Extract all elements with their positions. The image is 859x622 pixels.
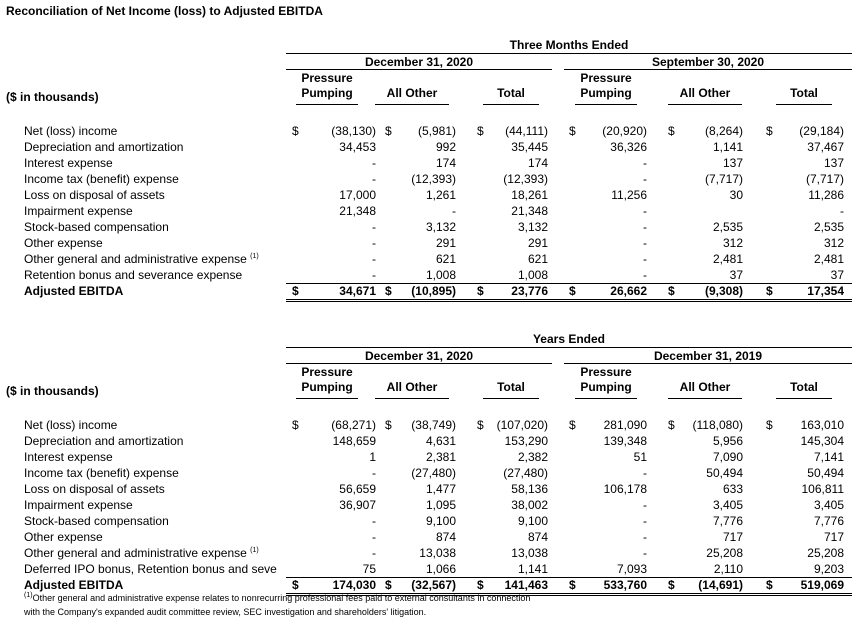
- table-cell: 17,000: [339, 188, 376, 202]
- column-header-line-2: All Other: [679, 380, 731, 394]
- row-label-text: Net (loss) income: [24, 124, 118, 138]
- table-cell: 1,141: [517, 562, 548, 576]
- table-cell: (7,717): [704, 172, 743, 186]
- table-cell: 1,261: [425, 188, 456, 202]
- row-label: [24, 514, 169, 528]
- table-cell: -: [643, 268, 647, 282]
- column-header-line-2: Total: [497, 380, 525, 394]
- table-cell: 137: [823, 156, 844, 170]
- column-header-line-1: [375, 71, 449, 86]
- row-label-text: Stock-based compensation: [24, 220, 169, 234]
- row-label: [24, 466, 179, 480]
- row-label: [24, 418, 117, 432]
- column-header-underline: [776, 398, 832, 399]
- dollar-sign: $: [292, 578, 299, 592]
- table-cell: 2,382: [517, 450, 548, 464]
- dollar-sign: $: [385, 284, 392, 298]
- table-cell: -: [643, 466, 647, 480]
- table-cell: 291: [435, 236, 456, 250]
- dollar-sign: $: [569, 578, 576, 592]
- row-label: [24, 434, 183, 448]
- table-cell: 874: [435, 530, 456, 544]
- column-header: [575, 365, 637, 395]
- table-cell: (14,691): [698, 578, 743, 592]
- dollar-sign: $: [569, 418, 576, 432]
- table-cell: (44,111): [505, 124, 548, 138]
- column-header-line-1: Pressure: [301, 365, 353, 379]
- row-label: [24, 268, 242, 282]
- table-cell: (10,895): [411, 284, 456, 298]
- table-cell: -: [372, 546, 376, 560]
- table-cell: 148,659: [332, 434, 376, 448]
- row-label: [24, 498, 133, 512]
- column-header-underline: [575, 398, 637, 399]
- dollar-sign: $: [477, 124, 484, 138]
- table-cell: -: [643, 220, 647, 234]
- table-cell: -: [643, 252, 647, 266]
- column-header-line-2: All Other: [679, 86, 731, 100]
- dollar-sign: $: [766, 124, 773, 138]
- table-cell: (107,020): [496, 418, 548, 432]
- table-cell: 9,203: [813, 562, 844, 576]
- table-cell: 3,405: [813, 498, 844, 512]
- footnote-line-1: Other general and administrative expense relates to nonrecurring professional fees paid to external consultants in connection: [32, 593, 531, 603]
- table-cell: 37,467: [807, 140, 844, 154]
- table-cell: -: [372, 268, 376, 282]
- table-cell: 1,095: [425, 498, 456, 512]
- table-cell: -: [840, 204, 844, 218]
- dollar-sign: $: [385, 124, 392, 138]
- table-cell: -: [643, 514, 647, 528]
- table-cell: (20,920): [602, 124, 647, 138]
- table-cell: 3,132: [425, 220, 456, 234]
- table-cell: -: [643, 236, 647, 250]
- column-header-underline: [483, 104, 539, 105]
- table-cell: 312: [823, 236, 844, 250]
- dollar-sign: $: [292, 284, 299, 298]
- table-cell: 7,090: [712, 450, 743, 464]
- table-cell: (118,080): [692, 418, 743, 432]
- table-cell: 58,136: [511, 482, 548, 496]
- table-cell: 2,110: [713, 562, 743, 576]
- table-cell: 23,776: [511, 284, 548, 298]
- table-cell: (32,567): [411, 578, 456, 592]
- table-cell: (8,264): [704, 124, 743, 138]
- row-label: [24, 204, 133, 218]
- table-cell: (38,749): [411, 418, 456, 432]
- period-underline: [286, 53, 852, 54]
- column-header-underline: [483, 398, 539, 399]
- table-cell: 141,463: [504, 578, 548, 592]
- table-cell: 7,141: [813, 450, 844, 464]
- table-cell: 30: [729, 188, 743, 202]
- units-label: ($ in thousands): [6, 384, 99, 398]
- table-cell: 36,326: [610, 140, 647, 154]
- table-cell: 7,776: [813, 514, 844, 528]
- units-label: ($ in thousands): [6, 90, 99, 104]
- table-cell: (12,393): [411, 172, 456, 186]
- dollar-sign: $: [668, 124, 675, 138]
- row-label: [24, 284, 123, 298]
- subperiod-heading: December 31, 2020: [364, 55, 474, 69]
- table-cell: 174: [527, 156, 548, 170]
- table-cell: 281,090: [603, 418, 647, 432]
- column-header: [296, 71, 358, 101]
- column-header: [375, 71, 449, 101]
- row-label: [24, 546, 259, 560]
- table-cell: 37: [830, 268, 844, 282]
- row-label: [24, 482, 165, 496]
- subperiod-underline: [286, 69, 552, 70]
- table-cell: 50,494: [807, 466, 844, 480]
- table-cell: (7,717): [805, 172, 844, 186]
- row-label-text: Stock-based compensation: [24, 514, 169, 528]
- table-cell: 38,002: [511, 498, 548, 512]
- table-cell: 37: [729, 268, 743, 282]
- table-cell: 1,066: [425, 562, 456, 576]
- column-header-underline: [575, 104, 637, 105]
- table-cell: 21,348: [339, 204, 376, 218]
- column-header-line-2: Total: [790, 86, 818, 100]
- page-title: Reconciliation of Net Income (loss) to Adjusted EBITDA: [6, 4, 323, 18]
- table-cell: (12,393): [503, 172, 548, 186]
- dollar-sign: $: [668, 578, 675, 592]
- table-cell: 106,811: [801, 482, 844, 496]
- row-label-text: Adjusted EBITDA: [24, 284, 124, 298]
- table-cell: 621: [527, 252, 548, 266]
- row-label-text: Impairment expense: [24, 204, 133, 218]
- table-cell: -: [372, 156, 376, 170]
- table-cell: -: [372, 530, 376, 544]
- table-cell: 34,671: [339, 284, 376, 298]
- table-cell: -: [643, 546, 647, 560]
- column-header-line-1: [668, 71, 742, 86]
- table-cell: 291: [527, 236, 548, 250]
- column-header-line-1: [776, 365, 832, 380]
- column-header: [575, 71, 637, 101]
- table-cell: 174: [435, 156, 456, 170]
- table-cell: 2,535: [813, 220, 844, 234]
- table-cell: 9,100: [517, 514, 548, 528]
- column-header-underline: [375, 398, 449, 399]
- table-cell: 1: [369, 450, 376, 464]
- column-header-line-1: [483, 71, 539, 86]
- dollar-sign: $: [569, 124, 576, 138]
- table-cell: 25,208: [807, 546, 844, 560]
- footnote-ref: (1): [250, 547, 259, 554]
- row-label-text: Depreciation and amortization: [24, 434, 184, 448]
- table-cell: 312: [722, 236, 743, 250]
- row-label-text: Adjusted EBITDA: [24, 578, 124, 592]
- table-cell: 2,535: [712, 220, 743, 234]
- column-header-line-2: All Other: [386, 86, 438, 100]
- footnote-marker: (1): [24, 592, 33, 599]
- table-cell: 13,038: [511, 546, 548, 560]
- period-title: Years Ended: [532, 332, 606, 346]
- dollar-sign: $: [668, 284, 675, 298]
- row-label-text: Other expense: [24, 530, 103, 544]
- table-cell: 2,481: [712, 252, 743, 266]
- table-cell: 35,445: [511, 140, 548, 154]
- column-header-line-1: [483, 365, 539, 380]
- column-header-underline: [296, 104, 358, 105]
- table-cell: 26,662: [610, 284, 647, 298]
- row-label-text: Retention bonus and severance expense: [24, 268, 243, 282]
- table-cell: (27,480): [503, 466, 548, 480]
- table-cell: 1,477: [425, 482, 456, 496]
- row-label-text: Other general and administrative expense: [24, 252, 251, 266]
- table-cell: -: [643, 172, 647, 186]
- column-header-line-2: Pumping: [580, 380, 632, 394]
- row-label: [24, 236, 103, 250]
- table-cell: 533,760: [603, 578, 647, 592]
- table-cell: (29,184): [799, 124, 844, 138]
- column-header-line-1: [668, 365, 742, 380]
- table-cell: 17,354: [807, 284, 844, 298]
- table-cell: 75: [362, 562, 376, 576]
- dollar-sign: $: [569, 284, 576, 298]
- dollar-sign: $: [292, 124, 299, 138]
- row-label-text: Net (loss) income: [24, 418, 118, 432]
- dollar-sign: $: [385, 578, 392, 592]
- row-label-text: Loss on disposal of assets: [24, 482, 165, 496]
- table-cell: 519,069: [800, 578, 844, 592]
- column-header-underline: [296, 398, 358, 399]
- subperiod-heading: December 31, 2020: [364, 349, 474, 363]
- dollar-sign: $: [766, 284, 773, 298]
- column-header-underline: [776, 104, 832, 105]
- row-label-text: Deferred IPO bonus, Retention bonus and seve: [24, 562, 277, 576]
- column-header: [668, 71, 742, 101]
- subperiod-heading: September 30, 2020: [651, 55, 765, 69]
- total-underline-2: [286, 301, 852, 302]
- table-cell: -: [372, 514, 376, 528]
- table-cell: -: [643, 156, 647, 170]
- table-cell: (68,271): [331, 418, 376, 432]
- subperiod-underline: [564, 69, 852, 70]
- table-cell: -: [372, 220, 376, 234]
- column-header-line-1: [375, 365, 449, 380]
- table-cell: 2,481: [813, 252, 844, 266]
- table-cell: 1,141: [712, 140, 743, 154]
- table-cell: 21,348: [511, 204, 548, 218]
- column-header-underline: [668, 398, 742, 399]
- table-cell: 621: [435, 252, 456, 266]
- row-label: [24, 140, 183, 154]
- table-cell: (5,981): [417, 124, 456, 138]
- row-label-text: Interest expense: [24, 450, 113, 464]
- table-cell: 717: [823, 530, 844, 544]
- row-label: [24, 562, 277, 576]
- table-cell: 3,405: [712, 498, 743, 512]
- table-cell: -: [372, 252, 376, 266]
- table-cell: 7,093: [616, 562, 647, 576]
- row-label-text: Income tax (benefit) expense: [24, 172, 179, 186]
- table-cell: -: [452, 204, 456, 218]
- column-header-line-2: Pumping: [301, 380, 353, 394]
- table-cell: 106,178: [603, 482, 647, 496]
- table-cell: 11,256: [611, 188, 647, 202]
- column-header: [776, 365, 832, 395]
- table-cell: 633: [722, 482, 743, 496]
- table-cell: (9,308): [704, 284, 743, 298]
- table-cell: 153,290: [504, 434, 548, 448]
- table-cell: 4,631: [425, 434, 456, 448]
- dollar-sign: $: [477, 418, 484, 432]
- table-cell: 717: [722, 530, 743, 544]
- subperiod-heading: December 31, 2019: [653, 349, 763, 363]
- table-cell: 50,494: [706, 466, 743, 480]
- table-cell: 18,261: [511, 188, 548, 202]
- column-header: [776, 71, 832, 101]
- row-label-text: Loss on disposal of assets: [24, 188, 165, 202]
- table-cell: 36,907: [339, 498, 376, 512]
- dollar-sign: $: [292, 418, 299, 432]
- footnote: [24, 591, 530, 619]
- dollar-sign: $: [668, 418, 675, 432]
- row-label: [24, 124, 117, 138]
- column-header: [668, 365, 742, 395]
- row-label: [24, 450, 113, 464]
- row-label: [24, 156, 113, 170]
- table-cell: -: [372, 236, 376, 250]
- table-cell: (38,130): [331, 124, 376, 138]
- table-cell: 51: [633, 450, 647, 464]
- table-cell: 2,381: [425, 450, 456, 464]
- row-label-text: Impairment expense: [24, 498, 133, 512]
- table-cell: 7,776: [712, 514, 743, 528]
- table-cell: 1,008: [425, 268, 456, 282]
- column-header: [375, 365, 449, 395]
- table-cell: 13,038: [419, 546, 456, 560]
- dollar-sign: $: [477, 578, 484, 592]
- row-label-text: Income tax (benefit) expense: [24, 466, 179, 480]
- table-cell: (27,480): [411, 466, 456, 480]
- column-header-underline: [375, 104, 449, 105]
- table-cell: -: [372, 172, 376, 186]
- footnote-ref: (1): [250, 253, 259, 260]
- table-cell: 1,008: [517, 268, 548, 282]
- column-header-line-2: Total: [497, 86, 525, 100]
- table-cell: 34,453: [339, 140, 376, 154]
- table-cell: 5,956: [712, 434, 743, 448]
- row-label: [24, 252, 259, 266]
- column-header: [483, 365, 539, 395]
- table-cell: 174,030: [332, 578, 376, 592]
- table-cell: 9,100: [425, 514, 456, 528]
- table-cell: 163,010: [800, 418, 844, 432]
- table-cell: 25,208: [706, 546, 743, 560]
- footnote-line-2: with the Company's expanded audit committee review, SEC investigation and shareholders' litigation.: [24, 607, 427, 617]
- dollar-sign: $: [385, 418, 392, 432]
- table-cell: 11,286: [808, 188, 844, 202]
- column-header: [296, 365, 358, 395]
- row-label: [24, 578, 123, 592]
- table-cell: 139,348: [603, 434, 647, 448]
- row-label-text: Other expense: [24, 236, 103, 250]
- table-cell: 137: [722, 156, 743, 170]
- table-cell: -: [643, 530, 647, 544]
- row-label: [24, 188, 165, 202]
- table-cell: -: [643, 204, 647, 218]
- period-title: Three Months Ended: [509, 38, 629, 52]
- table-cell: -: [372, 466, 376, 480]
- table-cell: 145,304: [800, 434, 844, 448]
- dollar-sign: $: [766, 418, 773, 432]
- column-header-line-2: All Other: [386, 380, 438, 394]
- row-label-text: Interest expense: [24, 156, 113, 170]
- column-header-line-1: Pressure: [580, 365, 632, 379]
- column-header-line-2: Total: [790, 380, 818, 394]
- table-cell: -: [643, 498, 647, 512]
- table-cell: 992: [435, 140, 456, 154]
- column-header-underline: [668, 104, 742, 105]
- row-label-text: Depreciation and amortization: [24, 140, 184, 154]
- subperiod-underline: [286, 363, 552, 364]
- column-header-line-1: [776, 71, 832, 86]
- table-cell: 874: [527, 530, 548, 544]
- column-header-line-2: Pumping: [580, 86, 632, 100]
- subperiod-underline: [564, 363, 852, 364]
- row-label: [24, 220, 169, 234]
- row-label-text: Other general and administrative expense: [24, 546, 251, 560]
- column-header-line-2: Pumping: [301, 86, 353, 100]
- table-cell: 3,132: [517, 220, 548, 234]
- row-label: [24, 530, 103, 544]
- table-cell: 56,659: [339, 482, 376, 496]
- dollar-sign: $: [766, 578, 773, 592]
- column-header: [483, 71, 539, 101]
- column-header-line-1: Pressure: [580, 71, 632, 85]
- row-label: [24, 172, 179, 186]
- period-underline: [286, 347, 852, 348]
- total-underline-1: [286, 299, 852, 300]
- column-header-line-1: Pressure: [301, 71, 353, 85]
- dollar-sign: $: [477, 284, 484, 298]
